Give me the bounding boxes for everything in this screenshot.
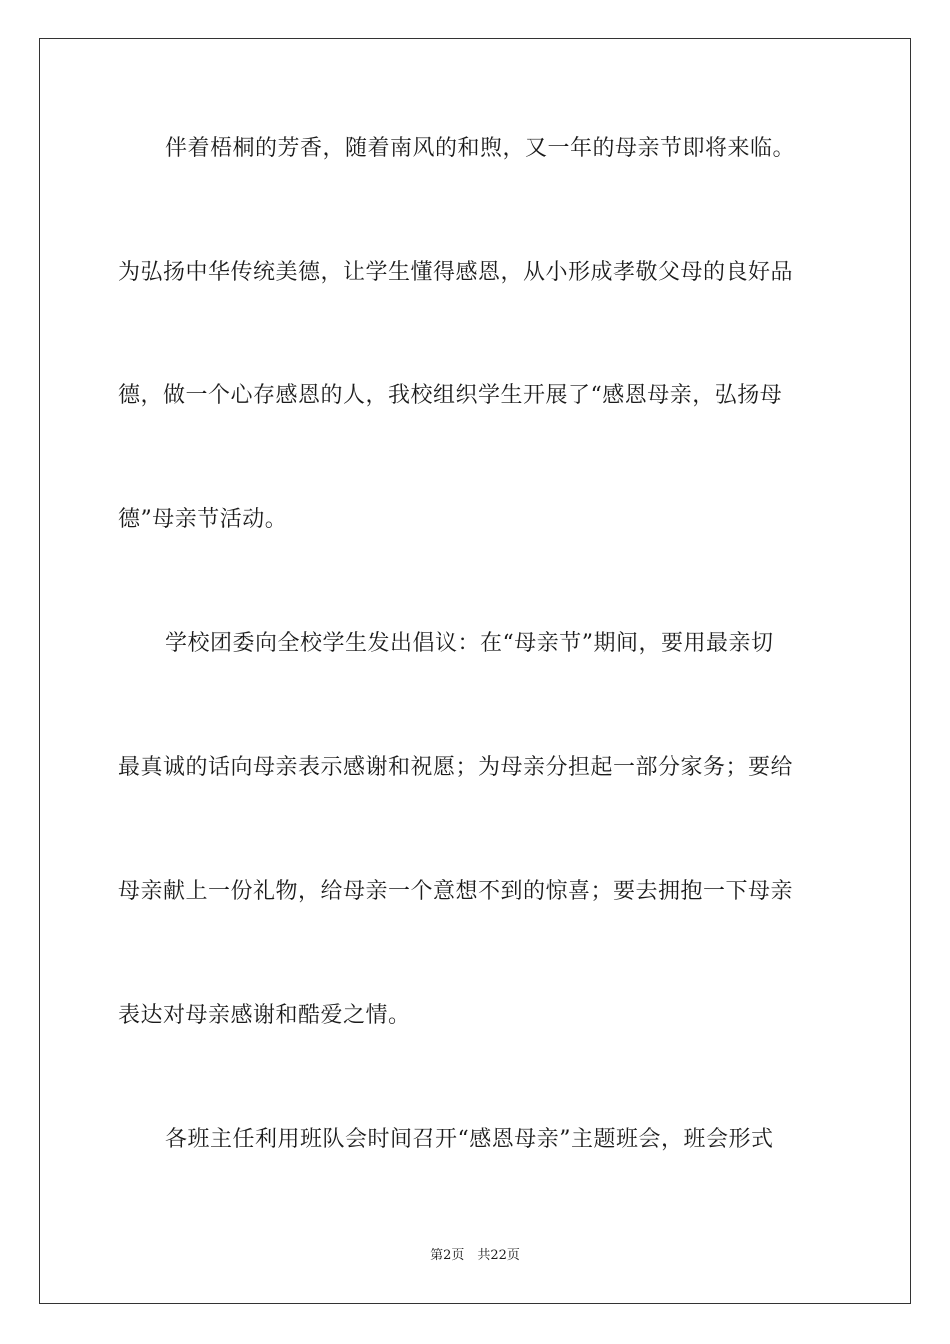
page-border: [39, 38, 911, 1304]
paragraph-3-line-2: 最真诚的话向母亲表示感谢和祝愿；为母亲分担起一部分家务；要给: [118, 755, 794, 780]
paragraph-3-line-4: 表达对母亲感谢和酷爱之情。: [118, 1003, 411, 1028]
paragraph-2-line-1: 为弘扬中华传统美德，让学生懂得感恩，从小形成孝敬父母的良好品: [118, 260, 794, 285]
paragraph-1-line-1: 伴着梧桐的芳香，随着南风的和煦，又一年的母亲节即将来临。: [165, 136, 796, 161]
paragraph-4-line-1: 各班主任利用班队会时间召开“感恩母亲”主题班会，班会形式: [165, 1127, 774, 1152]
paragraph-2-line-2: 德，做一个心存感恩的人，我校组织学生开展了“感恩母亲，弘扬母: [118, 383, 783, 408]
paragraph-3-line-1: 学校团委向全校学生发出倡议：在“母亲节”期间，要用最亲切: [165, 631, 774, 656]
paragraph-3-line-3: 母亲献上一份礼物，给母亲一个意想不到的惊喜；要去拥抱一下母亲: [118, 879, 794, 904]
page-number-footer: 第2页 共22页: [430, 1248, 520, 1263]
paragraph-2-line-3: 德”母亲节活动。: [118, 507, 288, 532]
